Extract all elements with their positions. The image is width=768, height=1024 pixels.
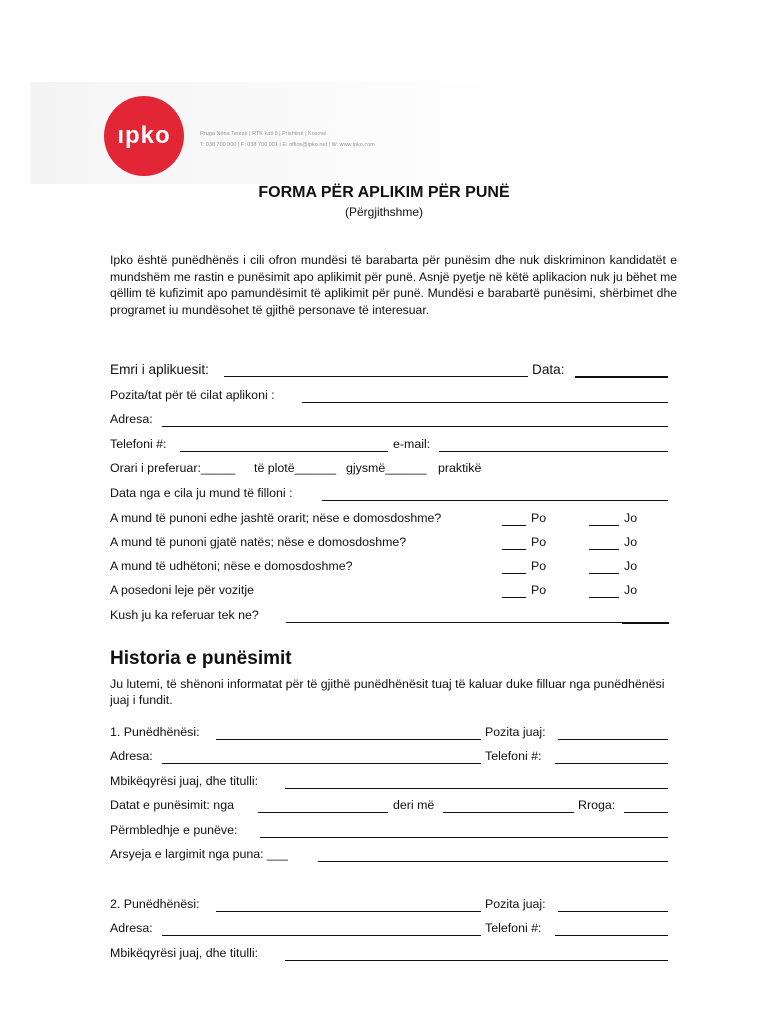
question-row-3 bbox=[110, 559, 670, 575]
employer2-supervisor-label: Mbikëqyrësi juaj, dhe titulli: bbox=[110, 946, 259, 960]
name-label: Emri i aplikuesit: bbox=[110, 362, 209, 377]
form-title: FORMA PËR APLIKIM PËR PUNË bbox=[258, 184, 510, 201]
license-no-blank[interactable] bbox=[589, 583, 619, 598]
employer1-reason-label: Arsyeja e largimit nga puna: ___ bbox=[110, 847, 288, 861]
employer1-phone-label: Telefoni #: bbox=[485, 749, 542, 763]
employer2-address-row bbox=[110, 921, 670, 937]
overtime-yes-blank[interactable] bbox=[502, 511, 526, 526]
history-heading: Historia e punësimit bbox=[110, 648, 292, 669]
employer2-phone-label: Telefoni #: bbox=[485, 921, 542, 935]
employer1-reason-row bbox=[110, 847, 670, 863]
travel-yes-label: Po bbox=[531, 559, 547, 573]
night-question: A mund të punoni gjatë natës; nëse e domosdoshme? bbox=[110, 535, 407, 549]
address-row bbox=[110, 412, 670, 428]
travel-no-blank[interactable] bbox=[589, 559, 619, 574]
night-no-blank[interactable] bbox=[589, 535, 619, 550]
travel-question: A mund të udhëtoni; nëse e domosdoshme? bbox=[110, 559, 353, 573]
address-label: Adresa: bbox=[110, 412, 153, 426]
night-no-label: Jo bbox=[624, 535, 638, 549]
employer1-dates-label: Datat e punësimit: nga bbox=[110, 798, 234, 812]
question-row-2 bbox=[110, 535, 670, 551]
ipko-logo bbox=[104, 96, 184, 176]
travel-yes-blank[interactable] bbox=[502, 559, 526, 574]
employer1-address-label: Adresa: bbox=[110, 749, 153, 763]
employer2-phone-field[interactable] bbox=[555, 921, 668, 936]
employer1-summary-field[interactable] bbox=[260, 823, 668, 838]
full-time-option[interactable]: të plotë______ bbox=[254, 461, 336, 475]
referral-row bbox=[110, 608, 670, 624]
overtime-no-blank[interactable] bbox=[589, 511, 619, 526]
referral-field-end[interactable] bbox=[622, 608, 669, 624]
employer1-from-field[interactable] bbox=[258, 798, 388, 813]
start-date-row bbox=[110, 486, 670, 502]
position-label: Pozita/tat për të cilat aplikoni : bbox=[110, 388, 275, 402]
employer2-address-label: Adresa: bbox=[110, 921, 153, 935]
date-label: Data: bbox=[532, 362, 565, 377]
email-label: e-mail: bbox=[393, 437, 431, 451]
night-yes-label: Po bbox=[531, 535, 547, 549]
employer1-position-label: Pozita juaj: bbox=[485, 725, 546, 739]
name-row bbox=[110, 362, 670, 378]
employer2-label: 2. Punëdhënësi: bbox=[110, 897, 200, 911]
employer1-reason-field[interactable] bbox=[318, 847, 668, 862]
employer1-summary-row bbox=[110, 823, 670, 839]
employer2-supervisor-row bbox=[110, 946, 670, 962]
address-line-1: Rruga Nëna Terezë | RTK kati 8 | Prishtinë | Kosovë bbox=[200, 131, 327, 137]
start-date-label: Data nga e cila ju mund të filloni : bbox=[110, 486, 293, 500]
employer1-address-row bbox=[110, 749, 670, 765]
address-field[interactable] bbox=[162, 412, 668, 427]
employer1-phone-field[interactable] bbox=[555, 749, 668, 764]
license-question: A posedoni leje për vozitje bbox=[110, 583, 254, 597]
form-subtitle: (Përgjithshme) bbox=[344, 205, 424, 219]
employer1-dates-row bbox=[110, 798, 670, 814]
employer1-field[interactable] bbox=[216, 725, 481, 740]
history-intro: Ju lutemi, të shënoni informatat për të gjithë punëdhënësit tuaj të kaluar duke filluar nga punëdhënësi juaj i fundit. bbox=[110, 677, 665, 707]
intro-paragraph: Ipko është punëdhënës i cili ofron mundësi të barabarta për punësim dhe nuk diskriminon kandidatët e mundshëm me rastin e punësimit apo aplikimit për punë. Asnjë pyetje në këtë aplikacion nuk ju bëhet me qëllim të kufizimit apo pamundësimit të aplikimit për punë. Mundësi e barabartë punësimi, shërbimet dhe programet iu mundësohet të gjithë personave të interesuar. bbox=[110, 253, 677, 317]
phone-label: Telefoni #: bbox=[110, 437, 167, 451]
date-field[interactable] bbox=[575, 362, 668, 378]
license-yes-blank[interactable] bbox=[502, 583, 526, 598]
practical-option: praktikë bbox=[438, 461, 482, 475]
employer1-address-field[interactable] bbox=[162, 749, 481, 764]
employer2-position-label: Pozita juaj: bbox=[485, 897, 546, 911]
address-line-2: T: 038 700 000 | F: 038 700 001 | E: office@ipko.net | W: www.ipko.com bbox=[200, 142, 375, 148]
employer2-field[interactable] bbox=[216, 897, 481, 912]
employer1-row bbox=[110, 725, 670, 741]
travel-no-label: Jo bbox=[624, 559, 638, 573]
employer1-supervisor-field[interactable] bbox=[285, 774, 668, 789]
employer2-address-field[interactable] bbox=[162, 921, 481, 936]
schedule-row bbox=[110, 461, 670, 477]
overtime-question: A mund të punoni edhe jashtë orarit; nëse e domosdoshme? bbox=[110, 511, 442, 525]
email-field[interactable] bbox=[439, 437, 668, 452]
referral-field[interactable] bbox=[286, 608, 622, 623]
employer1-supervisor-label: Mbikëqyrësi juaj, dhe titulli: bbox=[110, 774, 259, 788]
employer1-until-field[interactable] bbox=[443, 798, 574, 813]
overtime-yes-label: Po bbox=[531, 511, 547, 525]
logo-text: ıpko bbox=[117, 122, 171, 149]
license-yes-label: Po bbox=[531, 583, 547, 597]
part-time-option[interactable]: gjysmë______ bbox=[346, 461, 427, 475]
employer1-salary-field[interactable] bbox=[624, 798, 668, 813]
overtime-no-label: Jo bbox=[624, 511, 638, 525]
employer2-position-field[interactable] bbox=[558, 897, 668, 912]
position-row bbox=[110, 388, 670, 404]
phone-email-row bbox=[110, 437, 670, 453]
schedule-label[interactable]: Orari i preferuar:_____ bbox=[110, 461, 236, 475]
employer2-supervisor-field[interactable] bbox=[285, 946, 668, 961]
license-no-label: Jo bbox=[624, 583, 638, 597]
question-row-4 bbox=[110, 583, 670, 599]
employer1-position-field[interactable] bbox=[558, 725, 668, 740]
night-yes-blank[interactable] bbox=[502, 535, 526, 550]
employer2-row bbox=[110, 897, 670, 913]
employer1-supervisor-row bbox=[110, 774, 670, 790]
employer1-salary-label: Rroga: bbox=[578, 798, 616, 812]
position-field[interactable] bbox=[302, 388, 668, 403]
question-row-1 bbox=[110, 511, 670, 527]
phone-field[interactable] bbox=[180, 437, 388, 452]
name-field[interactable] bbox=[224, 362, 528, 377]
employer1-until-label: deri më bbox=[393, 798, 435, 812]
employer1-summary-label: Përmbledhje e punëve: bbox=[110, 823, 238, 837]
start-date-field[interactable] bbox=[322, 486, 668, 501]
referral-label: Kush ju ka referuar tek ne? bbox=[110, 608, 259, 622]
employer1-label: 1. Punëdhënësi: bbox=[110, 725, 200, 739]
